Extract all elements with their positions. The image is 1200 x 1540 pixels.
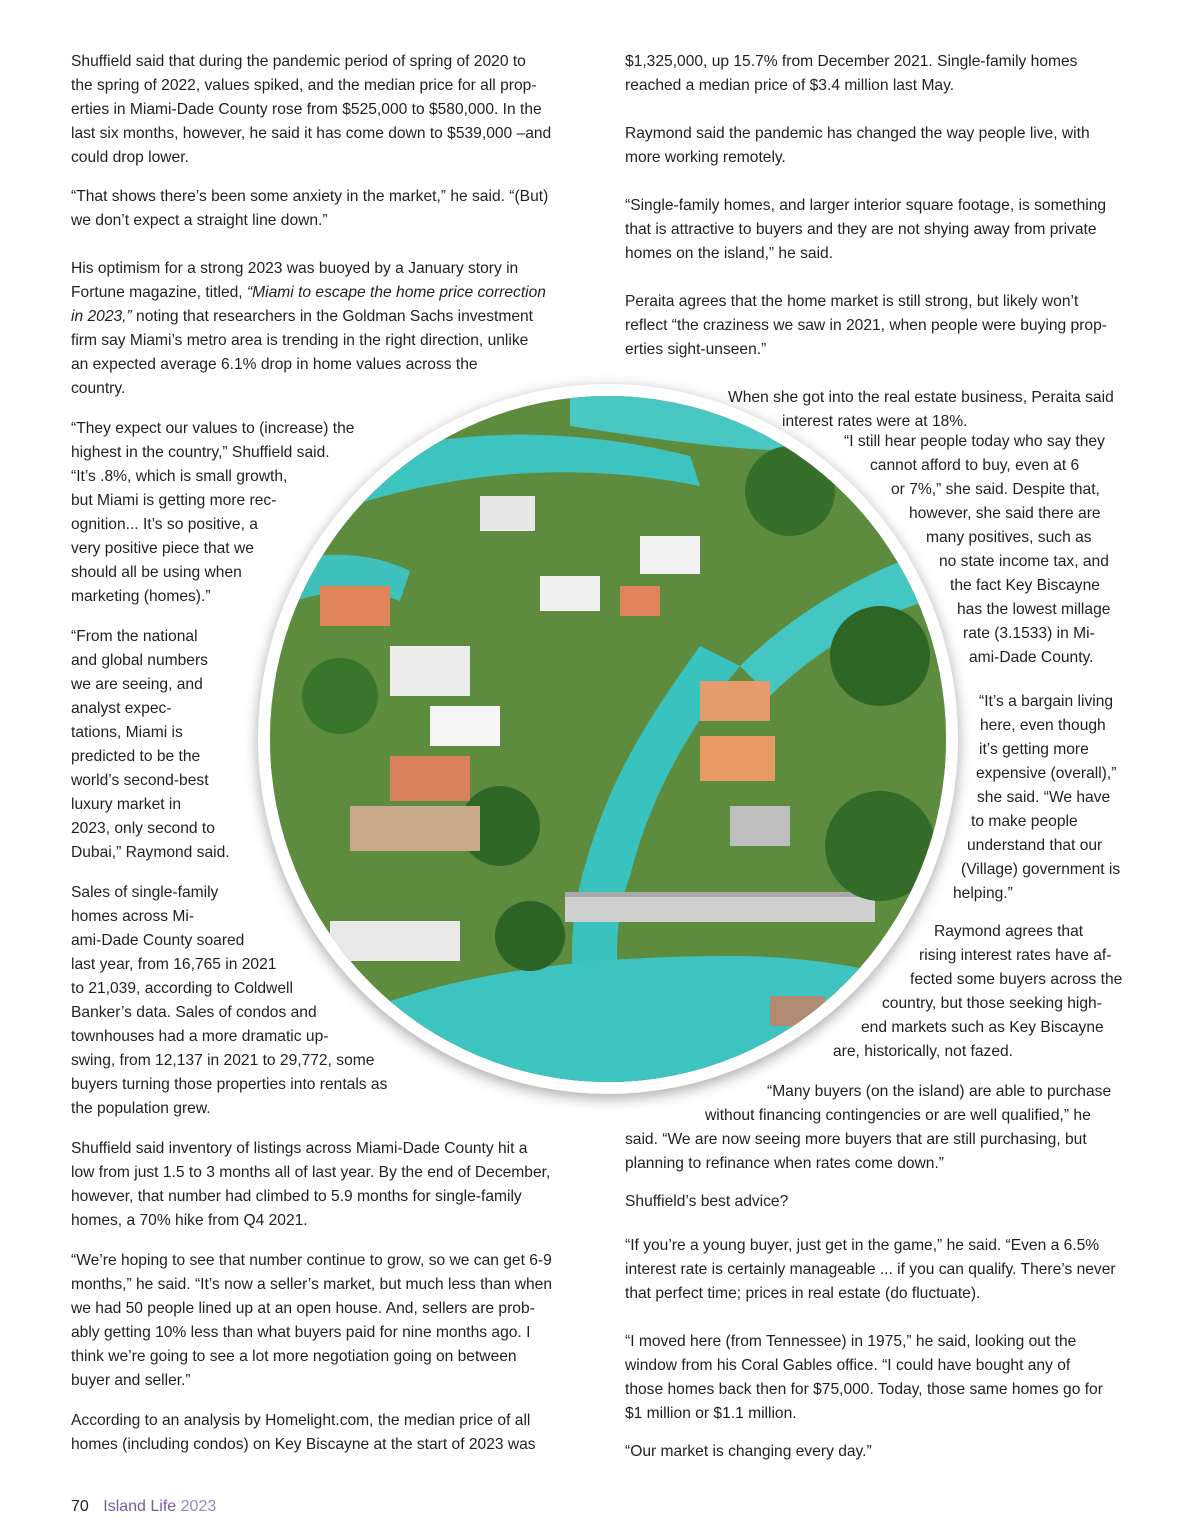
right-column-text-line: expensive (overall),” bbox=[976, 765, 1117, 782]
left-column-text-line: could drop lower. bbox=[71, 149, 189, 166]
left-column-text-line: should all be using when bbox=[71, 564, 242, 581]
right-column-text-line: country, but those seeking high- bbox=[882, 995, 1102, 1012]
right-column-text-line: many positives, such as bbox=[926, 529, 1092, 546]
left-column-text-line: Sales of single-family bbox=[71, 884, 219, 901]
left-column-text-line: Shuffield said that during the pandemic period of spring of 2020 to bbox=[71, 53, 526, 70]
right-column-text-line: “Our market is changing every day.” bbox=[625, 1443, 872, 1460]
left-column-text-line: “It’s .8%, which is small growth, bbox=[71, 468, 288, 485]
page-footer bbox=[71, 1498, 216, 1516]
right-column-paragraph bbox=[625, 1440, 872, 1464]
right-column-text-line: she said. “We have bbox=[977, 789, 1111, 806]
left-column-text-line: ami-Dade County soared bbox=[71, 932, 245, 949]
left-column-text-line: tations, Miami is bbox=[71, 724, 183, 741]
right-column-paragraph bbox=[625, 1234, 1116, 1306]
right-column-text-line: planning to refinance when rates come down.” bbox=[625, 1155, 944, 1172]
left-column-text-line: Dubai,” Raymond said. bbox=[71, 844, 230, 861]
left-column-text-line: buyer and seller.” bbox=[71, 1372, 191, 1389]
page-number: 70 bbox=[71, 1498, 89, 1515]
right-column-text-line: end markets such as Key Biscayne bbox=[861, 1019, 1104, 1036]
right-column-text-line: interest rates were at 18%. bbox=[782, 413, 968, 430]
right-column-text-line: more working remotely. bbox=[625, 149, 786, 166]
publication-name: Island Life bbox=[103, 1498, 177, 1515]
left-column-text-line: ognition... It’s so positive, a bbox=[71, 516, 258, 533]
right-column-text-line: has the lowest millage bbox=[957, 601, 1111, 618]
left-column-text-line: country. bbox=[71, 380, 126, 397]
left-column-text-line: His optimism for a strong 2023 was buoyed by a January story in bbox=[71, 260, 519, 277]
left-column-paragraph bbox=[71, 1249, 552, 1393]
publication-year: 2023 bbox=[180, 1498, 217, 1515]
left-column-text-line: last six months, however, he said it has come down to $539,000 –and bbox=[71, 125, 552, 142]
right-column-text-line: “I moved here (from Tennessee) in 1975,” he said, looking out the bbox=[625, 1333, 1077, 1350]
right-column-text-line: reached a median price of $3.4 million last May. bbox=[625, 77, 955, 94]
left-column-text-line: the population grew. bbox=[71, 1100, 211, 1117]
right-column-text-line: no state income tax, and bbox=[939, 553, 1109, 570]
left-column-text-line: marketing (homes).” bbox=[71, 588, 211, 605]
left-column-paragraph bbox=[71, 257, 546, 401]
left-column-text-line: 2023, only second to bbox=[71, 820, 215, 837]
left-column-text-line: and global numbers bbox=[71, 652, 208, 669]
left-column-text-line: in 2023,” noting that researchers in the Goldman Sachs investment bbox=[71, 308, 534, 325]
left-column-text-line: to 21,039, according to Coldwell bbox=[71, 980, 293, 997]
right-column-paragraph bbox=[625, 1190, 788, 1214]
right-column-text-line: here, even though bbox=[980, 717, 1106, 734]
right-column-text-line: window from his Coral Gables office. “I could have bought any of bbox=[625, 1357, 1071, 1374]
right-column-text-line: the fact Key Biscayne bbox=[950, 577, 1100, 594]
left-column-text-line: analyst expec- bbox=[71, 700, 172, 717]
right-column-text-line: helping.” bbox=[953, 885, 1013, 902]
right-column-text-line: it’s getting more bbox=[979, 741, 1089, 758]
left-column-text-line: firm say Miami’s metro area is trending in the right direction, unlike bbox=[71, 332, 529, 349]
left-column-paragraph bbox=[71, 50, 551, 170]
right-column-text-line: rising interest rates have af- bbox=[919, 947, 1112, 964]
left-column-text-line: very positive piece that we bbox=[71, 540, 254, 557]
right-column-paragraph bbox=[625, 1080, 1111, 1176]
left-column-text-line: “We’re hoping to see that number continue to grow, so we can get 6-9 bbox=[71, 1252, 552, 1269]
right-column-text-line: to make people bbox=[971, 813, 1078, 830]
left-column-text-line: Shuffield said inventory of listings across Miami-Dade County hit a bbox=[71, 1140, 528, 1157]
right-column-text-line: Peraita agrees that the home market is still strong, but likely won’t bbox=[625, 293, 1079, 310]
right-column-text-line: that is attractive to buyers and they are not shying away from private bbox=[625, 221, 1097, 238]
left-column-paragraph bbox=[71, 1137, 550, 1233]
right-column-text-line: “If you’re a young buyer, just get in the game,” he said. “Even a 6.5% bbox=[625, 1237, 1100, 1254]
right-column-text-line: “I still hear people today who say they bbox=[844, 433, 1105, 450]
aerial-canal-photo bbox=[270, 396, 946, 1082]
right-column-text-line: without financing contingencies or are well qualified,” he bbox=[705, 1107, 1091, 1124]
right-column-text-line: are, historically, not fazed. bbox=[833, 1043, 1013, 1060]
left-column-text-line: predicted to be the bbox=[71, 748, 201, 765]
left-column-text-line: the spring of 2022, values spiked, and the median price for all prop- bbox=[71, 77, 537, 94]
left-column-text-line: low from just 1.5 to 3 months all of last year. By the end of December, bbox=[71, 1164, 551, 1181]
right-column-text-line: $1,325,000, up 15.7% from December 2021. Single-family homes bbox=[625, 53, 1078, 70]
right-column-text-line: those homes back then for $75,000. Today, those same homes go for bbox=[625, 1381, 1103, 1398]
left-column-text-line: swing, from 12,137 in 2021 to 29,772, some bbox=[71, 1052, 375, 1069]
right-column-text-line: fected some buyers across the bbox=[910, 971, 1123, 988]
left-column-text-line: homes across Mi- bbox=[71, 908, 195, 925]
right-column-text-line: Raymond agrees that bbox=[934, 923, 1084, 940]
left-column-text-line: Fortune magazine, titled, “Miami to escape the home price correction bbox=[71, 284, 546, 301]
left-column-text-line: townhouses had a more dramatic up- bbox=[71, 1028, 329, 1045]
left-column-text-line: we are seeing, and bbox=[71, 676, 203, 693]
right-column-text-line: however, she said there are bbox=[909, 505, 1101, 522]
right-column-text-line: cannot afford to buy, even at 6 bbox=[870, 457, 1080, 474]
left-column-text-line: buyers turning those properties into rentals as bbox=[71, 1076, 388, 1093]
left-column-text-line: “That shows there’s been some anxiety in the market,” he said. “(But) bbox=[71, 188, 549, 205]
aerial-photo-frame bbox=[258, 384, 958, 1094]
right-column-text-line: Shuffield’s best advice? bbox=[625, 1193, 789, 1210]
left-column-text-line: but Miami is getting more rec- bbox=[71, 492, 277, 509]
left-column-text-line: think we’re going to see a lot more negotiation going on between bbox=[71, 1348, 517, 1365]
right-column-text-line: erties sight-unseen.” bbox=[625, 341, 767, 358]
left-column-text-line: highest in the country,” Shuffield said. bbox=[71, 444, 330, 461]
right-column-paragraph bbox=[625, 290, 1107, 362]
left-column-paragraph bbox=[71, 625, 230, 865]
left-column-paragraph bbox=[71, 185, 548, 233]
left-column-text-line: world’s second-best bbox=[71, 772, 209, 789]
left-column-text-line: Banker’s data. Sales of condos and bbox=[71, 1004, 317, 1021]
right-column-text-line: (Village) government is bbox=[961, 861, 1121, 878]
left-column-text-line: “They expect our values to (increase) the bbox=[71, 420, 355, 437]
left-column-text-line: however, that number had climbed to 5.9 months for single-family bbox=[71, 1188, 522, 1205]
right-column-paragraph bbox=[625, 122, 1090, 170]
right-column-text-line: “It’s a bargain living bbox=[979, 693, 1114, 710]
right-column-text-line: “Single-family homes, and larger interior square footage, is something bbox=[625, 197, 1107, 214]
left-column-text-line: homes, a 70% hike from Q4 2021. bbox=[71, 1212, 308, 1229]
left-column-text-line: an expected average 6.1% drop in home values across the bbox=[71, 356, 478, 373]
left-column-text-line: homes (including condos) on Key Biscayne at the start of 2023 was bbox=[71, 1436, 536, 1453]
right-column-text-line: rate (3.1533) in Mi- bbox=[963, 625, 1095, 642]
left-column-text-line: erties in Miami-Dade County rose from $525,000 to $580,000. In the bbox=[71, 101, 542, 118]
right-column-text-line: that perfect time; prices in real estate (do fluctuate). bbox=[625, 1285, 981, 1302]
right-column-text-line: homes on the island,” he said. bbox=[625, 245, 834, 262]
right-column-paragraph bbox=[625, 50, 1077, 98]
right-column-paragraph bbox=[625, 194, 1106, 266]
right-column-paragraph bbox=[625, 1330, 1103, 1426]
right-column-text-line: or 7%,” she said. Despite that, bbox=[891, 481, 1100, 498]
right-column-text-line: When she got into the real estate business, Peraita said bbox=[728, 389, 1114, 406]
right-column-text-line: interest rate is certainly manageable ... if you can qualify. There’s never bbox=[625, 1261, 1116, 1278]
right-column-text-line: “Many buyers (on the island) are able to purchase bbox=[767, 1083, 1112, 1100]
left-column-text-line: “From the national bbox=[71, 628, 198, 645]
right-column-text-line: reflect “the craziness we saw in 2021, when people were buying prop- bbox=[625, 317, 1107, 334]
left-column-text-line: According to an analysis by Homelight.com, the median price of all bbox=[71, 1412, 531, 1429]
right-column-text-line: ami-Dade County. bbox=[969, 649, 1094, 666]
right-column-text-line: understand that our bbox=[967, 837, 1103, 854]
left-column-text-line: last year, from 16,765 in 2021 bbox=[71, 956, 277, 973]
left-column-text-line: luxury market in bbox=[71, 796, 182, 813]
left-column-text-line: we had 50 people lined up at an open house. And, sellers are prob- bbox=[71, 1300, 535, 1317]
left-column-text-line: months,” he said. “It’s now a seller’s market, but much less than when bbox=[71, 1276, 553, 1293]
right-column-text-line: Raymond said the pandemic has changed the way people live, with bbox=[625, 125, 1090, 142]
left-column-paragraph bbox=[71, 1409, 536, 1457]
left-column-text-line: ably getting 10% less than what buyers paid for nine months ago. I bbox=[71, 1324, 531, 1341]
left-column-text-line: we don’t expect a straight line down.” bbox=[71, 212, 328, 229]
right-column-text-line: said. “We are now seeing more buyers that are still purchasing, but bbox=[625, 1131, 1087, 1148]
right-column-text-line: $1 million or $1.1 million. bbox=[625, 1405, 797, 1422]
